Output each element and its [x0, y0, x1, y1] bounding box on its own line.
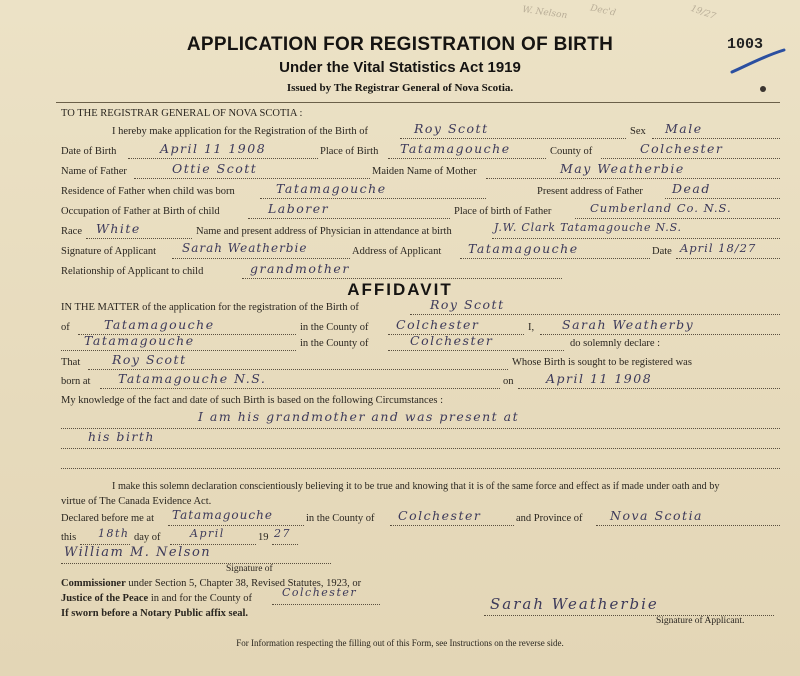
affidavit-heading: AFFIDAVIT	[347, 280, 453, 299]
father-line	[134, 178, 370, 179]
pencil-note-1: W. Nelson	[521, 4, 568, 22]
pob-father-line	[575, 218, 780, 219]
matter-name-value: Roy Scott	[430, 297, 505, 312]
addressee: TO THE REGISTRAR GENERAL OF NOVA SCOTIA :	[61, 108, 303, 119]
justice-line	[61, 593, 252, 604]
province-label: and Province of	[516, 513, 583, 524]
pob-father-label: Place of birth of Father	[454, 206, 552, 217]
pob-value: Tatamagouche	[400, 141, 511, 156]
day-of-label: day of	[134, 532, 161, 543]
county-label: County of	[550, 146, 593, 157]
issued-by: Issued by The Registrar General of Nova Scotia.	[286, 82, 514, 94]
declared-place-line	[168, 525, 304, 526]
province-line	[596, 525, 780, 526]
born-at-label: born at	[61, 376, 91, 387]
declared-county-label: in the County of	[306, 513, 375, 524]
that-label: That	[61, 357, 81, 368]
of2-value: Tatamagouche	[84, 333, 195, 348]
physician-line	[492, 238, 780, 239]
applicant-signature: Sarah Weatherbie	[490, 595, 659, 613]
signature-line	[172, 258, 350, 259]
of2-line	[61, 350, 296, 351]
dob-value: April 11 1908	[160, 141, 267, 156]
declared-county-line	[390, 525, 514, 526]
born-at-value: Tatamagouche N.S.	[118, 371, 267, 386]
residence-father-label: Residence of Father when child was born	[61, 186, 235, 197]
commissioner-signature: William M. Nelson	[64, 545, 212, 560]
dob-label: Date of Birth	[61, 146, 117, 157]
checkmark-icon	[728, 48, 788, 78]
pencil-note-2: Dec'd	[589, 3, 617, 19]
date-line	[676, 258, 780, 259]
commissioner-label: Commissioner	[61, 578, 126, 589]
county1-value: Colchester	[396, 317, 480, 332]
justice-rest: in and for the County of	[150, 593, 253, 604]
signature-of-label: Signature of	[226, 564, 273, 574]
month-value: April	[190, 527, 225, 540]
address-applicant-line	[460, 258, 650, 259]
pencil-note-3: 19/27	[689, 3, 717, 23]
sex-label: Sex	[630, 126, 646, 137]
sex-value: Male	[665, 121, 703, 136]
physician-label: Name and present address of Physician in attendance at birth	[196, 226, 452, 237]
on-label: on	[503, 376, 514, 387]
county-value: Colchester	[640, 141, 724, 156]
declared-county-value: Colchester	[398, 508, 482, 523]
father-value: Ottie Scott	[172, 161, 258, 176]
present-address-father-value: Dead	[672, 181, 711, 196]
on-date-value: April 11 1908	[546, 371, 653, 386]
matter-line	[410, 314, 780, 315]
in-county-label-2: in the County of	[300, 338, 369, 349]
residence-father-value: Tatamagouche	[276, 181, 387, 196]
province-value: Nova Scotia	[610, 508, 704, 523]
relationship-label: Relationship of Applicant to child	[61, 266, 204, 277]
occupation-value: Laborer	[268, 201, 330, 216]
i-label: I,	[528, 322, 535, 333]
race-line	[86, 238, 192, 239]
sex-line	[652, 138, 780, 139]
address-applicant-label: Address of Applicant	[352, 246, 442, 257]
whose-birth-label: Whose Birth is sought to be registered was	[512, 357, 692, 368]
date-value: April 18/27	[680, 241, 757, 255]
ink-blot-icon	[760, 86, 766, 92]
applicant-signature-label: Signature of Applicant.	[656, 616, 745, 626]
county2-line	[388, 350, 564, 351]
circumstances-line-3	[61, 468, 780, 469]
commissioner-signature-line	[61, 563, 331, 564]
or-label: or	[352, 578, 362, 589]
present-address-father-label: Present address of Father	[537, 186, 643, 197]
declaration-line-2: virtue of The Canada Evidence Act.	[61, 496, 212, 507]
declare-label: do solemnly declare :	[570, 338, 661, 349]
present-address-father-line	[665, 198, 780, 199]
mother-value: May Weatherbie	[560, 161, 685, 176]
father-label: Name of Father	[61, 166, 127, 177]
circumstances-2: his birth	[88, 429, 155, 444]
of-value: Tatamagouche	[104, 317, 215, 332]
declarant-value: Sarah Weatherby	[562, 317, 695, 332]
justice-county-line	[272, 604, 380, 605]
declared-label: Declared before me at	[61, 513, 154, 524]
dob-line	[128, 158, 318, 159]
circumstances-1: I am his grandmother and was present at	[198, 409, 520, 424]
relationship-value: grandmother	[250, 261, 350, 276]
relationship-line	[242, 278, 562, 279]
mother-label: Maiden Name of Mother	[372, 166, 477, 177]
pob-father-value: Cumberland Co. N.S.	[590, 201, 732, 215]
county-line	[601, 158, 780, 159]
county2-value: Colchester	[410, 333, 494, 348]
occupation-label: Occupation of Father at Birth of child	[61, 206, 220, 217]
knowledge-label: My knowledge of the fact and date of such Birth is based on the following Circumstances :	[61, 395, 443, 406]
signature-value: Sarah Weatherbie	[182, 241, 308, 255]
in-county-label-1: in the County of	[300, 322, 369, 333]
occupation-line	[248, 218, 450, 219]
circumstances-line-1	[61, 428, 780, 429]
year-prefix: 19	[258, 532, 269, 543]
on-date-line	[518, 388, 780, 389]
year-value: 27	[274, 527, 291, 540]
race-label: Race	[61, 226, 82, 237]
physician-value: J.W. Clark Tatamagouche N.S.	[494, 221, 682, 234]
residence-father-line	[260, 198, 486, 199]
that-name-value: Roy Scott	[112, 352, 187, 367]
header-divider	[56, 102, 780, 103]
year-line	[272, 544, 298, 545]
of-label: of	[61, 322, 70, 333]
footer-note: For Information respecting the filling out of this Form, see Instructions on the reverse side.	[236, 638, 564, 648]
pob-line	[388, 158, 546, 159]
declarant-line	[540, 334, 780, 335]
race-value: White	[96, 221, 141, 236]
day-value: 18th	[98, 527, 130, 540]
circumstances-line-2	[61, 448, 780, 449]
intro-label: I hereby make application for the Registration of the Birth of	[112, 126, 369, 137]
justice-county-value: Colchester	[282, 586, 358, 599]
justice-label: Justice of the Peace	[61, 593, 149, 604]
child-name-value: Roy Scott	[414, 121, 489, 136]
this-label: this	[61, 532, 77, 543]
signature-label: Signature of Applicant	[61, 246, 157, 257]
address-applicant-value: Tatamagouche	[468, 241, 579, 256]
form-subtitle: Under the Vital Statistics Act 1919	[279, 59, 521, 76]
form-title: APPLICATION FOR REGISTRATION OF BIRTH	[186, 34, 614, 55]
mother-line	[486, 178, 780, 179]
matter-label: IN THE MATTER of the application for the registration of the Birth of	[61, 302, 359, 313]
commissioner-rest: under Section 5, Chapter 38, Revised Statutes, 1923,	[128, 578, 350, 589]
child-name-line	[400, 138, 626, 139]
that-line	[88, 369, 508, 370]
declared-place-value: Tatamagouche	[172, 508, 273, 522]
born-at-line	[100, 388, 500, 389]
notary-label: If sworn before a Notary Public affix seal.	[61, 608, 249, 619]
date-label: Date	[652, 246, 672, 257]
declaration-line-1: I make this solemn declaration conscientiously believing it to be true and knowing that it is of the same force and effect as if made under oath and by	[112, 481, 720, 492]
serial-number: 1003	[727, 36, 764, 53]
pob-label: Place of Birth	[320, 146, 379, 157]
